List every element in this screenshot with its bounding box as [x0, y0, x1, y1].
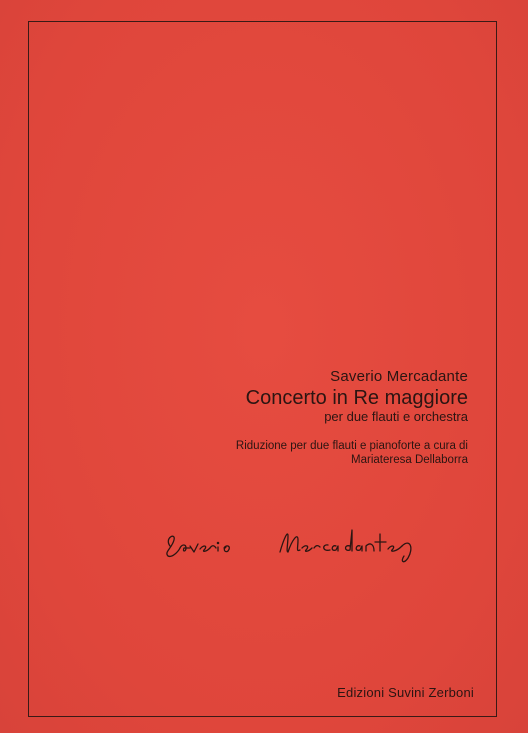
reduction-credit [236, 439, 468, 467]
title-block [236, 368, 468, 467]
reduction-credit-line1: Riduzione per due flauti e pianoforte a cura di [235, 440, 468, 452]
publisher-name: Edizioni Suvini Zerboni [337, 685, 474, 700]
reduction-credit-line2: Mariateresa Dellaborra [351, 454, 468, 466]
composer-signature [160, 518, 460, 568]
composer-name: Saverio Mercadante [330, 368, 468, 385]
work-title: Concerto in Re maggiore [245, 387, 468, 409]
work-subtitle: per due flauti e orchestra [324, 409, 468, 424]
